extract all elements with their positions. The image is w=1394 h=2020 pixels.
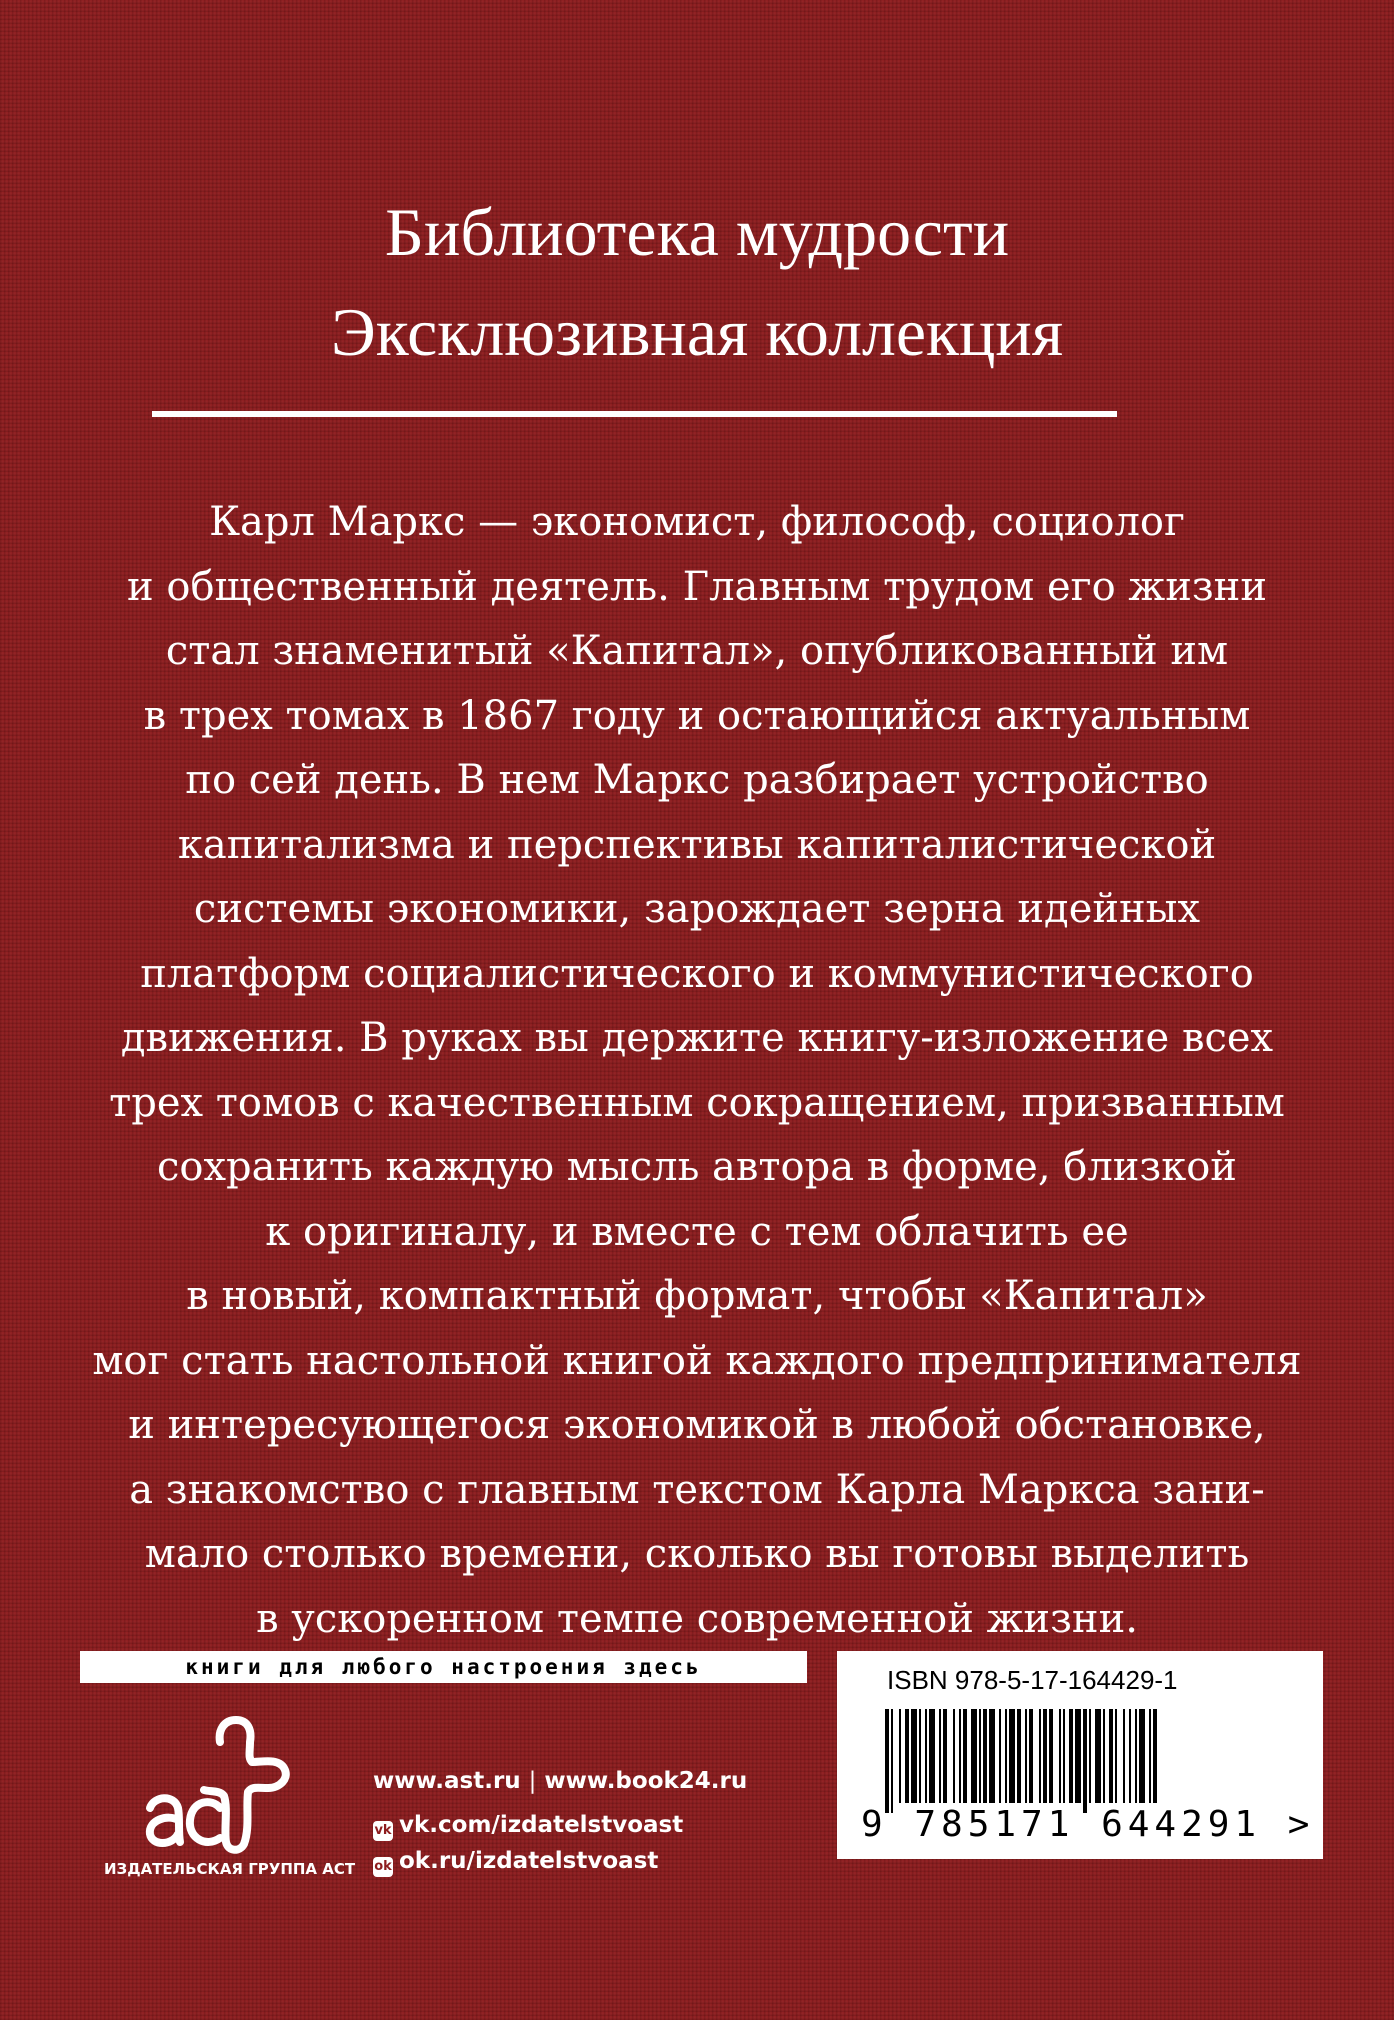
barcode-bar <box>1139 1709 1145 1803</box>
description-line: платформ социалистического и коммунистического <box>140 950 1254 997</box>
barcode-bar <box>1109 1709 1113 1803</box>
barcode-bar <box>1123 1709 1125 1803</box>
vk-icon: vk <box>373 1821 393 1841</box>
barcode-bar <box>1039 1709 1041 1803</box>
description-line: и интересующегося экономикой в любой обстановке, <box>128 1402 1266 1448</box>
description-line: и общественный деятель. Главным трудом его жизни <box>126 563 1268 610</box>
link-separator: | <box>528 1768 537 1794</box>
description-line: а знакомство с главным текстом Карла Маркса зани- <box>129 1466 1265 1513</box>
barcode-bar <box>1095 1709 1101 1803</box>
barcode-bar <box>905 1709 909 1803</box>
vk-link[interactable]: vk.com/izdatelstvoast <box>399 1812 684 1838</box>
barcode-bar <box>1009 1709 1015 1803</box>
barcode-bar <box>1063 1709 1065 1803</box>
barcode-digits: 9 785171 644291 > <box>861 1804 1315 1845</box>
barcode-bar <box>1153 1709 1157 1803</box>
barcode-bar <box>1025 1709 1027 1803</box>
barcode-bar <box>989 1709 995 1803</box>
barcode-bar <box>971 1709 977 1803</box>
barcode-bar <box>1049 1709 1053 1803</box>
isbn-label: ISBN 978-5-17-164429-1 <box>887 1665 1178 1695</box>
barcode-bar <box>939 1709 941 1803</box>
barcode-bar <box>1149 1709 1151 1803</box>
divider-rule <box>152 411 1117 417</box>
barcode-bar <box>963 1709 967 1803</box>
barcode-bar <box>1005 1709 1007 1803</box>
barcode-bar <box>891 1709 893 1813</box>
description-line: в ускоренном темпе современной жизни. <box>256 1595 1138 1642</box>
description-line: системы экономики, зарождает зерна идейных <box>193 886 1201 932</box>
barcode-bar <box>1135 1709 1137 1803</box>
ok-row <box>373 1839 747 1883</box>
barcode-bar <box>919 1709 921 1803</box>
barcode-bar <box>983 1709 987 1803</box>
description-line: мало столько времени, сколько вы готовы выделить <box>144 1531 1250 1577</box>
barcode-bar <box>999 1709 1001 1803</box>
barcode-bar <box>1103 1709 1105 1803</box>
ok-icon: ok <box>373 1857 393 1877</box>
publisher-links <box>373 1759 747 1883</box>
website-link-ast[interactable]: www.ast.ru <box>373 1768 521 1794</box>
barcode-bar <box>1059 1709 1061 1803</box>
description-line: мог стать настольной книгой каждого предпринимателя <box>92 1337 1302 1384</box>
barcode-bar <box>1017 1709 1021 1803</box>
description-line: капитализма и перспективы капиталистической <box>177 821 1217 868</box>
description-line: стал знаменитый «Капитал», опубликованный им <box>165 628 1229 674</box>
description-line: трех томов с качественным сокращением, призванным <box>109 1079 1285 1126</box>
description-line: сохранить каждую мысль автора в форме, близкой <box>157 1144 1237 1190</box>
barcode-bar <box>943 1709 947 1803</box>
barcode-bar <box>1043 1709 1047 1803</box>
barcode-bar <box>1075 1709 1081 1803</box>
barcode-bar <box>953 1709 955 1803</box>
series-title: Библиотека мудрости <box>384 194 1010 270</box>
website-link-book24[interactable]: www.book24.ru <box>544 1768 748 1794</box>
barcode-bar <box>979 1709 981 1803</box>
ok-link[interactable]: ok.ru/izdatelstvoast <box>399 1848 659 1874</box>
barcode-bar <box>1129 1709 1131 1803</box>
book-description <box>40 490 1354 1651</box>
tagline-banner: книги для любого настроения здесь <box>80 1651 807 1683</box>
barcode-bar <box>899 1709 901 1803</box>
description-line: движения. В руках вы держите книгу-изложение всех <box>120 1015 1274 1061</box>
barcode-bar <box>925 1709 927 1803</box>
barcode-bar <box>929 1709 935 1803</box>
publisher-name: ИЗДАТЕЛЬСКАЯ ГРУППА АСТ <box>104 1860 356 1878</box>
barcode-bar <box>1083 1709 1087 1813</box>
website-row <box>373 1759 747 1803</box>
description-line: по сей день. В нем Маркс разбирает устройство <box>185 757 1209 803</box>
description-line: к оригиналу, и вместе с тем облачить ее <box>265 1208 1129 1255</box>
ast-logo-icon <box>128 1712 298 1857</box>
series-subtitle: Эксклюзивная коллекция <box>330 294 1064 370</box>
barcode-bar <box>1029 1709 1033 1803</box>
description-line: в новый, компактный формат, чтобы «Капитал» <box>186 1273 1208 1319</box>
description-line: в трех томах в 1867 году и остающийся актуальным <box>143 692 1251 739</box>
barcode-bar <box>1089 1709 1091 1803</box>
barcode-bar <box>1115 1709 1117 1803</box>
barcode-bar <box>885 1709 889 1813</box>
description-line: Карл Маркс — экономист, философ, социолог <box>209 499 1185 545</box>
barcode-bar <box>911 1709 917 1803</box>
barcode-bar <box>959 1709 961 1803</box>
isbn-barcode-box <box>837 1651 1323 1859</box>
barcode-bar <box>1069 1709 1073 1803</box>
